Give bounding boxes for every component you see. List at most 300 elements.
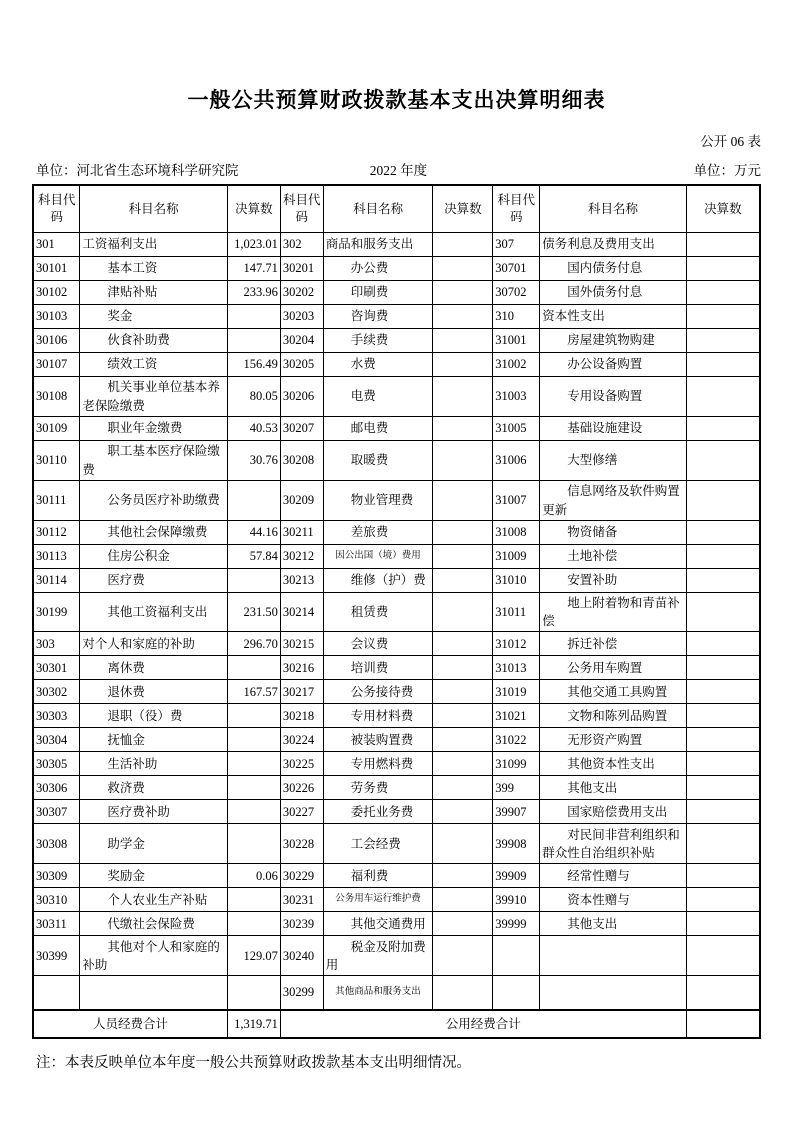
subject-code-cell: 31008 — [493, 521, 540, 545]
subject-code-cell: 30240 — [280, 936, 323, 976]
subject-name-cell: 因公出国（境）费用 — [323, 545, 433, 569]
subject-code-cell: 30108 — [33, 377, 80, 417]
subject-name-cell: 其他资本性支出 — [540, 752, 687, 776]
amount-cell — [686, 752, 760, 776]
amount-cell — [433, 976, 493, 1010]
subject-name-cell: 电费 — [323, 377, 433, 417]
subject-name-cell: 邮电费 — [323, 417, 433, 441]
subject-code-cell: 30310 — [33, 888, 80, 912]
table-row — [33, 329, 760, 353]
subject-code-cell: 31010 — [493, 569, 540, 593]
amount-cell — [433, 752, 493, 776]
subject-name-cell: 退职（役）费 — [80, 704, 228, 728]
subject-code-cell: 30309 — [33, 864, 80, 888]
subject-code-cell: 30206 — [280, 377, 323, 417]
currency-unit: 单位：万元 — [693, 163, 761, 178]
amount-cell — [433, 704, 493, 728]
subject-code-cell: 30199 — [33, 593, 80, 632]
subject-code-cell: 31005 — [493, 417, 540, 441]
subject-name-cell: 专用设备购置 — [540, 377, 687, 417]
subject-name-cell: 退休费 — [80, 680, 228, 704]
amount-cell — [433, 441, 493, 481]
subject-code-cell: 31013 — [493, 656, 540, 680]
subject-code-cell: 30224 — [280, 728, 323, 752]
subject-code-cell: 31002 — [493, 353, 540, 377]
subject-code-cell: 30701 — [493, 257, 540, 281]
amount-cell — [433, 800, 493, 824]
amount-cell — [433, 417, 493, 441]
subject-name-cell: 取暖费 — [323, 441, 433, 481]
amount-cell — [433, 521, 493, 545]
subject-code-cell: 39908 — [493, 824, 540, 864]
subject-code-cell: 39910 — [493, 888, 540, 912]
amount-cell: 233.96 — [227, 281, 280, 305]
amount-cell — [686, 656, 760, 680]
amount-cell — [227, 776, 280, 800]
column-header: 科目名称 — [80, 185, 228, 233]
table-row — [33, 521, 760, 545]
subject-name-cell: 奖励金 — [80, 864, 228, 888]
subject-code-cell: 30103 — [33, 305, 80, 329]
subject-code-cell — [493, 976, 540, 1010]
subject-name-cell: 绩效工资 — [80, 353, 228, 377]
column-header: 决算数 — [433, 185, 493, 233]
subject-name-cell: 印刷费 — [323, 281, 433, 305]
fiscal-year: 2022 年度 — [369, 163, 428, 178]
subject-name-cell: 离休费 — [80, 656, 228, 680]
subject-name-cell: 物业管理费 — [323, 481, 433, 521]
subject-name-cell: 其他工资福利支出 — [80, 593, 228, 632]
amount-cell: 0.06 — [227, 864, 280, 888]
subject-name-cell: 职业年金缴费 — [80, 417, 228, 441]
subject-name-cell: 其他支出 — [540, 776, 687, 800]
table-row — [33, 233, 760, 257]
subject-code-cell: 303 — [33, 632, 80, 656]
subject-code-cell: 39907 — [493, 800, 540, 824]
subject-code-cell: 31021 — [493, 704, 540, 728]
amount-cell — [686, 257, 760, 281]
subject-code-cell: 30202 — [280, 281, 323, 305]
amount-cell — [433, 233, 493, 257]
table-row — [33, 377, 760, 417]
budget-table — [32, 184, 761, 1039]
column-header: 决算数 — [227, 185, 280, 233]
amount-cell — [227, 704, 280, 728]
amount-cell — [433, 864, 493, 888]
table-row — [33, 545, 760, 569]
subject-code-cell: 30399 — [33, 936, 80, 976]
table-row — [33, 976, 760, 1010]
subject-name-cell: 经常性赠与 — [540, 864, 687, 888]
subject-name-cell: 代缴社会保险费 — [80, 912, 228, 936]
subject-code-cell: 31007 — [493, 481, 540, 521]
amount-cell — [686, 680, 760, 704]
subject-code-cell: 31003 — [493, 377, 540, 417]
subject-code-cell: 30307 — [33, 800, 80, 824]
subject-name-cell: 物资储备 — [540, 521, 687, 545]
subject-code-cell: 30201 — [280, 257, 323, 281]
subject-code-cell: 301 — [33, 233, 80, 257]
page-title: 一般公共预算财政拨款基本支出决算明细表 — [187, 88, 606, 112]
subject-code-cell: 399 — [493, 776, 540, 800]
subject-code-cell: 30213 — [280, 569, 323, 593]
subject-name-cell: 培训费 — [323, 656, 433, 680]
column-header: 科目名称 — [540, 185, 687, 233]
subject-name-cell: 基本工资 — [80, 257, 228, 281]
amount-cell — [227, 888, 280, 912]
subject-name-cell: 其他社会保障缴费 — [80, 521, 228, 545]
subject-name-cell: 无形资产购置 — [540, 728, 687, 752]
subject-code-cell: 31009 — [493, 545, 540, 569]
subject-name-cell: 助学金 — [80, 824, 228, 864]
amount-cell — [686, 233, 760, 257]
table-row — [33, 656, 760, 680]
amount-cell: 30.76 — [227, 441, 280, 481]
amount-cell — [686, 776, 760, 800]
subject-code-cell: 31022 — [493, 728, 540, 752]
subject-name-cell: 国内债务付息 — [540, 257, 687, 281]
amount-cell — [433, 680, 493, 704]
table-row — [33, 680, 760, 704]
subject-code-cell: 39999 — [493, 912, 540, 936]
subject-name-cell: 专用材料费 — [323, 704, 433, 728]
subject-code-cell: 31001 — [493, 329, 540, 353]
subject-name-cell: 奖金 — [80, 305, 228, 329]
subject-name-cell: 生活补助 — [80, 752, 228, 776]
footnote: 注：本表反映单位本年度一般公共预算财政拨款基本支出明细情况。 — [36, 1054, 471, 1071]
column-header: 科目代码 — [280, 185, 323, 233]
amount-cell: 40.53 — [227, 417, 280, 441]
subject-code-cell: 30227 — [280, 800, 323, 824]
subject-code-cell: 30208 — [280, 441, 323, 481]
amount-cell: 167.57 — [227, 680, 280, 704]
subject-code-cell: 310 — [493, 305, 540, 329]
subject-code-cell: 30101 — [33, 257, 80, 281]
subject-name-cell: 对个人和家庭的补助 — [80, 632, 228, 656]
subject-name-cell: 国家赔偿费用支出 — [540, 800, 687, 824]
subject-name-cell: 差旅费 — [323, 521, 433, 545]
amount-cell — [686, 800, 760, 824]
amount-cell — [433, 912, 493, 936]
subject-name-cell: 住房公积金 — [80, 545, 228, 569]
amount-cell — [686, 593, 760, 632]
subject-code-cell: 39909 — [493, 864, 540, 888]
subject-code-cell: 30212 — [280, 545, 323, 569]
subject-name-cell: 救济费 — [80, 776, 228, 800]
subject-name-cell: 医疗费 — [80, 569, 228, 593]
amount-cell — [433, 824, 493, 864]
amount-cell — [686, 976, 760, 1010]
subject-name-cell: 专用燃料费 — [323, 752, 433, 776]
subject-name-cell: 伙食补助费 — [80, 329, 228, 353]
subject-code-cell: 30308 — [33, 824, 80, 864]
subject-name-cell: 抚恤金 — [80, 728, 228, 752]
subject-code-cell: 31006 — [493, 441, 540, 481]
table-row — [33, 824, 760, 864]
amount-cell — [433, 936, 493, 976]
subject-code-cell: 30114 — [33, 569, 80, 593]
subject-name-cell: 工资福利支出 — [80, 233, 228, 257]
amount-cell — [227, 305, 280, 329]
amount-cell: 296.70 — [227, 632, 280, 656]
amount-cell: 57.84 — [227, 545, 280, 569]
table-row — [33, 936, 760, 976]
subject-code-cell: 30218 — [280, 704, 323, 728]
amount-cell — [686, 936, 760, 976]
subject-code-cell: 302 — [280, 233, 323, 257]
subject-name-cell: 对民间非营利组织和群众性自治组织补贴 — [540, 824, 687, 864]
subject-code-cell: 31019 — [493, 680, 540, 704]
subject-name-cell: 工会经费 — [323, 824, 433, 864]
subject-name-cell: 税金及附加费用 — [323, 936, 433, 976]
amount-cell: 44.16 — [227, 521, 280, 545]
table-row — [33, 257, 760, 281]
amount-cell: 147.71 — [227, 257, 280, 281]
table-row — [33, 305, 760, 329]
amount-cell — [227, 569, 280, 593]
amount-cell — [227, 752, 280, 776]
amount-cell: 80.05 — [227, 377, 280, 417]
subject-code-cell: 30110 — [33, 441, 80, 481]
amount-cell — [433, 888, 493, 912]
amount-cell — [227, 800, 280, 824]
amount-cell — [433, 305, 493, 329]
table-row — [33, 441, 760, 481]
table-row — [33, 569, 760, 593]
table-row — [33, 417, 760, 441]
header-row — [33, 185, 760, 233]
subject-name-cell: 其他交通费用 — [323, 912, 433, 936]
subject-code-cell: 30226 — [280, 776, 323, 800]
table-row — [33, 632, 760, 656]
amount-cell — [686, 481, 760, 521]
subject-name-cell: 劳务费 — [323, 776, 433, 800]
amount-cell — [433, 281, 493, 305]
amount-cell — [433, 353, 493, 377]
subject-name-cell: 被装购置费 — [323, 728, 433, 752]
personnel-total-value: 1,319.71 — [227, 1010, 280, 1038]
subject-name-cell: 其他商品和服务支出 — [323, 976, 433, 1010]
subject-name-cell: 办公设备购置 — [540, 353, 687, 377]
amount-cell: 129.07 — [227, 936, 280, 976]
subject-code-cell: 30211 — [280, 521, 323, 545]
table-row — [33, 281, 760, 305]
unit-name: 单位：河北省生态环境科学研究院 — [36, 163, 239, 178]
subject-code-cell: 30304 — [33, 728, 80, 752]
subject-name-cell: 基础设施建设 — [540, 417, 687, 441]
subject-code-cell: 30217 — [280, 680, 323, 704]
amount-cell — [686, 377, 760, 417]
amount-cell — [227, 912, 280, 936]
column-header: 科目代码 — [493, 185, 540, 233]
column-header: 决算数 — [686, 185, 760, 233]
amount-cell — [686, 864, 760, 888]
amount-cell — [433, 776, 493, 800]
subject-code-cell: 30112 — [33, 521, 80, 545]
subject-code-cell: 30225 — [280, 752, 323, 776]
subject-code-cell: 30209 — [280, 481, 323, 521]
table-row — [33, 776, 760, 800]
amount-cell — [227, 824, 280, 864]
subject-name-cell: 资本性赠与 — [540, 888, 687, 912]
amount-cell — [686, 704, 760, 728]
subject-name-cell: 维修（护）费 — [323, 569, 433, 593]
subject-code-cell: 30231 — [280, 888, 323, 912]
amount-cell — [686, 545, 760, 569]
subject-code-cell: 30107 — [33, 353, 80, 377]
personnel-total-label: 人员经费合计 — [33, 1010, 227, 1038]
amount-cell — [227, 656, 280, 680]
subject-code-cell: 30205 — [280, 353, 323, 377]
subject-code-cell: 30311 — [33, 912, 80, 936]
subject-code-cell: 30214 — [280, 593, 323, 632]
subject-code-cell: 30303 — [33, 704, 80, 728]
amount-cell — [686, 417, 760, 441]
amount-cell — [686, 329, 760, 353]
subject-name-cell: 福利费 — [323, 864, 433, 888]
subject-name-cell: 大型修缮 — [540, 441, 687, 481]
amount-cell: 156.49 — [227, 353, 280, 377]
subject-name-cell: 公务用车购置 — [540, 656, 687, 680]
subject-name-cell: 公务接待费 — [323, 680, 433, 704]
subject-code-cell: 30302 — [33, 680, 80, 704]
table-row — [33, 864, 760, 888]
subject-name-cell — [80, 976, 228, 1010]
subject-name-cell: 职工基本医疗保险缴费 — [80, 441, 228, 481]
amount-cell — [227, 481, 280, 521]
subject-code-cell: 30301 — [33, 656, 80, 680]
subject-name-cell: 医疗费补助 — [80, 800, 228, 824]
subject-name-cell: 拆迁补偿 — [540, 632, 687, 656]
subject-code-cell: 30229 — [280, 864, 323, 888]
amount-cell — [686, 569, 760, 593]
column-header: 科目代码 — [33, 185, 80, 233]
subject-name-cell: 信息网络及软件购置更新 — [540, 481, 687, 521]
subject-name-cell — [540, 936, 687, 976]
amount-cell — [686, 632, 760, 656]
subject-name-cell: 公务用车运行维护费 — [323, 888, 433, 912]
subject-name-cell: 机关事业单位基本养老保险缴费 — [80, 377, 228, 417]
public-total-label: 公用经费合计 — [280, 1010, 686, 1038]
amount-cell — [433, 728, 493, 752]
subject-code-cell: 30111 — [33, 481, 80, 521]
subject-name-cell: 办公费 — [323, 257, 433, 281]
subject-name-cell: 咨询费 — [323, 305, 433, 329]
subject-code-cell: 30299 — [280, 976, 323, 1010]
column-header: 科目名称 — [323, 185, 433, 233]
subject-code-cell: 31012 — [493, 632, 540, 656]
subject-name-cell: 其他对个人和家庭的补助 — [80, 936, 228, 976]
subject-code-cell — [493, 936, 540, 976]
amount-cell — [686, 521, 760, 545]
amount-cell — [433, 329, 493, 353]
public-total-value — [686, 1010, 760, 1038]
subject-code-cell: 30239 — [280, 912, 323, 936]
subject-code-cell: 30306 — [33, 776, 80, 800]
subject-code-cell: 30203 — [280, 305, 323, 329]
subject-name-cell: 委托业务费 — [323, 800, 433, 824]
subject-code-cell: 30228 — [280, 824, 323, 864]
subject-code-cell: 30106 — [33, 329, 80, 353]
subject-name-cell: 租赁费 — [323, 593, 433, 632]
subject-code-cell: 31099 — [493, 752, 540, 776]
subject-name-cell: 个人农业生产补贴 — [80, 888, 228, 912]
amount-cell — [433, 593, 493, 632]
amount-cell — [433, 632, 493, 656]
amount-cell — [686, 728, 760, 752]
table-row — [33, 888, 760, 912]
meta-row — [36, 159, 761, 179]
amount-cell — [686, 441, 760, 481]
subject-code-cell: 30109 — [33, 417, 80, 441]
subject-name-cell: 手续费 — [323, 329, 433, 353]
subject-name-cell: 国外债务付息 — [540, 281, 687, 305]
subject-name-cell — [540, 976, 687, 1010]
subject-name-cell: 商品和服务支出 — [323, 233, 433, 257]
subject-code-cell — [33, 976, 80, 1010]
table-row — [33, 912, 760, 936]
subject-name-cell: 地上附着物和青苗补偿 — [540, 593, 687, 632]
subject-name-cell: 文物和陈列品购置 — [540, 704, 687, 728]
subject-code-cell: 30702 — [493, 281, 540, 305]
subject-code-cell: 30207 — [280, 417, 323, 441]
amount-cell — [433, 481, 493, 521]
table-row — [33, 728, 760, 752]
subject-name-cell: 其他支出 — [540, 912, 687, 936]
subject-name-cell: 资本性支出 — [540, 305, 687, 329]
subject-name-cell: 水费 — [323, 353, 433, 377]
subject-name-cell: 公务员医疗补助缴费 — [80, 481, 228, 521]
amount-cell — [433, 656, 493, 680]
amount-cell — [686, 353, 760, 377]
subject-name-cell: 津贴补贴 — [80, 281, 228, 305]
amount-cell — [433, 569, 493, 593]
amount-cell — [227, 329, 280, 353]
subject-code-cell: 30305 — [33, 752, 80, 776]
amount-cell — [686, 824, 760, 864]
subject-name-cell: 其他交通工具购置 — [540, 680, 687, 704]
amount-cell — [686, 888, 760, 912]
table-row — [33, 481, 760, 521]
table-row — [33, 752, 760, 776]
subject-name-cell: 土地补偿 — [540, 545, 687, 569]
amount-cell: 1,023.01 — [227, 233, 280, 257]
subject-code-cell: 30204 — [280, 329, 323, 353]
amount-cell — [227, 976, 280, 1010]
table-row — [33, 593, 760, 632]
amount-cell — [433, 257, 493, 281]
amount-cell — [686, 912, 760, 936]
subject-name-cell: 房屋建筑物购建 — [540, 329, 687, 353]
amount-cell: 231.50 — [227, 593, 280, 632]
amount-cell — [686, 281, 760, 305]
subject-name-cell: 会议费 — [323, 632, 433, 656]
amount-cell — [433, 545, 493, 569]
subject-code-cell: 30102 — [33, 281, 80, 305]
subject-name-cell: 安置补助 — [540, 569, 687, 593]
amount-cell — [227, 728, 280, 752]
subject-code-cell: 30216 — [280, 656, 323, 680]
table-row — [33, 704, 760, 728]
amount-cell — [433, 377, 493, 417]
subject-code-cell: 307 — [493, 233, 540, 257]
table-row — [33, 800, 760, 824]
subject-name-cell: 债务利息及费用支出 — [540, 233, 687, 257]
table-row — [33, 353, 760, 377]
totals-row — [33, 1010, 760, 1038]
subject-code-cell: 31011 — [493, 593, 540, 632]
public-table-number: 公开 06 表 — [700, 134, 761, 149]
